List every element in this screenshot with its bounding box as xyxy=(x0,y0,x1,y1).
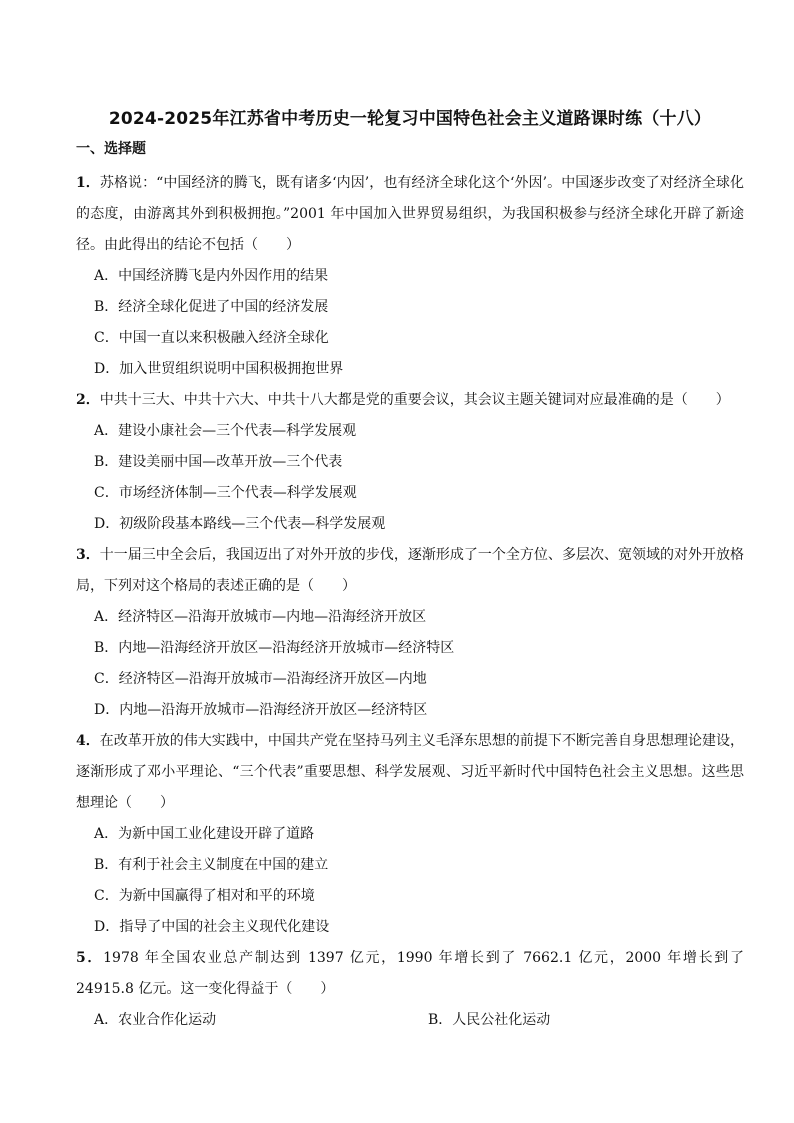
question-text: 1978 年全国农业总产制达到 1397 亿元，1990 年增长到了 7662.1 亿元，2000 年增长到了 24915.8 亿元。这一变化得益于（ ） xyxy=(76,950,744,997)
option-list xyxy=(76,1005,744,1036)
option-d: D．初级阶段基本路线—三个代表—科学发展观 xyxy=(94,516,386,532)
question-number: 3． xyxy=(76,547,100,563)
option-d: D．指导了中国的社会主义现代化建设 xyxy=(94,919,330,935)
question-2 xyxy=(76,385,744,540)
option-list xyxy=(76,261,744,385)
question-text: 苏格说：“中国经济的腾飞，既有诸多‘内因’，也有经济全球化这个‘外因’。中国逐步改变了对经济全球化的态度，由游离其外到积极拥抱。”2001 年中国加入世界贸易组织，为我国积极参与经济全球化开辟了新途径。由此得出的结论不包括（ ） xyxy=(76,175,744,253)
section-heading: 一、选择题 xyxy=(76,141,146,157)
question-3 xyxy=(76,540,744,726)
option-list xyxy=(76,416,744,540)
option-c: C．经济特区—沿海开放城市—沿海经济开放区—内地 xyxy=(94,671,427,687)
question-stem xyxy=(76,726,744,819)
option-a: A．为新中国工业化建设开辟了道路 xyxy=(94,826,315,842)
document-title: 2024-2025年江苏省中考历史一轮复习中国特色社会主义道路课时练（十八） xyxy=(108,109,712,129)
question-number: 1． xyxy=(76,175,100,191)
question-1 xyxy=(76,168,744,385)
option-d: D．加入世贸组织说明中国积极拥抱世界 xyxy=(94,361,344,377)
option-c: C．为新中国赢得了相对和平的环境 xyxy=(94,888,315,904)
option-a: A．经济特区—沿海开放城市—内地—沿海经济开放区 xyxy=(94,609,427,625)
option-a: A．农业合作化运动 xyxy=(94,1012,217,1028)
option-b: B．人民公社化运动 xyxy=(428,1012,551,1028)
option-b: B．建设美丽中国—改革开放—三个代表 xyxy=(94,454,343,470)
option-b: B．经济全球化促进了中国的经济发展 xyxy=(94,299,329,315)
option-c: C．市场经济体制—三个代表—科学发展观 xyxy=(94,485,357,501)
option-b: B．有利于社会主义制度在中国的建立 xyxy=(94,857,329,873)
question-text: 十一届三中全会后，我国迈出了对外开放的步伐，逐渐形成了一个全方位、多层次、宽领域的对外开放格局，下列对这个格局的表述正确的是（ ） xyxy=(76,547,745,594)
question-number: 4． xyxy=(76,733,100,749)
option-d: D．内地—沿海开放城市—沿海经济开放区—经济特区 xyxy=(94,702,428,718)
option-c: C．中国一直以来积极融入经济全球化 xyxy=(94,330,329,346)
question-number: 5． xyxy=(76,950,104,966)
question-stem xyxy=(76,540,744,602)
question-stem xyxy=(76,385,744,416)
option-list xyxy=(76,819,744,943)
option-b: B．内地—沿海经济开放区—沿海经济开放城市—经济特区 xyxy=(94,640,455,656)
option-a: A．建设小康社会—三个代表—科学发展观 xyxy=(94,423,357,439)
question-4 xyxy=(76,726,744,943)
question-text: 中共十三大、中共十六大、中共十八大都是党的重要会议，其会议主题关键词对应最准确的是（ ） xyxy=(99,392,730,408)
option-list xyxy=(76,602,744,726)
question-text: 在改革开放的伟大实践中，中国共产党在坚持马列主义毛泽东思想的前提下不断完善自身思想理论建设，逐渐形成了邓小平理论、“三个代表”重要思想、科学发展观、习近平新时代中国特色社会主义思想。这些思想理论（ ） xyxy=(76,733,745,811)
option-a: A．中国经济腾飞是内外因作用的结果 xyxy=(94,268,329,284)
question-stem xyxy=(76,168,744,261)
question-stem xyxy=(76,943,744,1005)
question-5 xyxy=(76,943,744,1036)
question-number: 2． xyxy=(76,392,100,408)
